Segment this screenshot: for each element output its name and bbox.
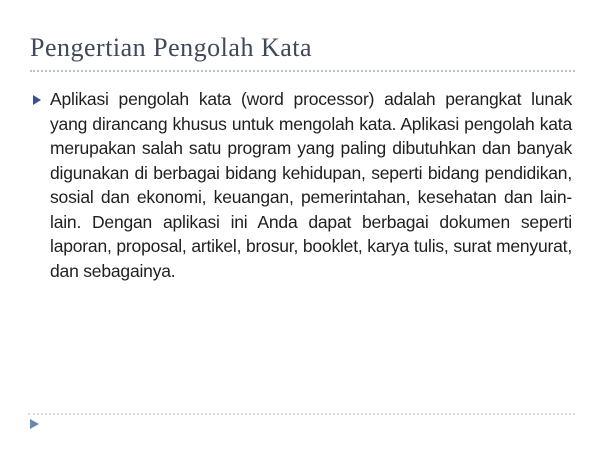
slide-header [30,0,575,72]
slide-title: Pengertian Pengolah Kata [30,0,575,72]
slide-footer [28,413,575,429]
bullet-list-item [30,87,572,283]
bullet-paragraph: Aplikasi pengolah kata (word processor) adalah perangkat lunak yang dirancang khusus untuk mengolah kata. Aplikasi pengolah kata merupakan salah satu program yang paling dibutuhkan dan banyak digunakan di berbagai bidang kehidupan, seperti bidang pendidikan, sosial dan ekonomi, keuangan, pemerintahan, kesehatan dan lain-lain. Dengan aplikasi ini Anda dapat berbagai dokumen seperti laporan, proposal, artikel, brosur, booklet, karya tulis, surat menyurat, dan sebagainya. [50,89,572,281]
footer-arrow-icon [30,419,39,429]
bullet-triangle-icon [33,95,41,105]
slide-content [30,87,572,283]
